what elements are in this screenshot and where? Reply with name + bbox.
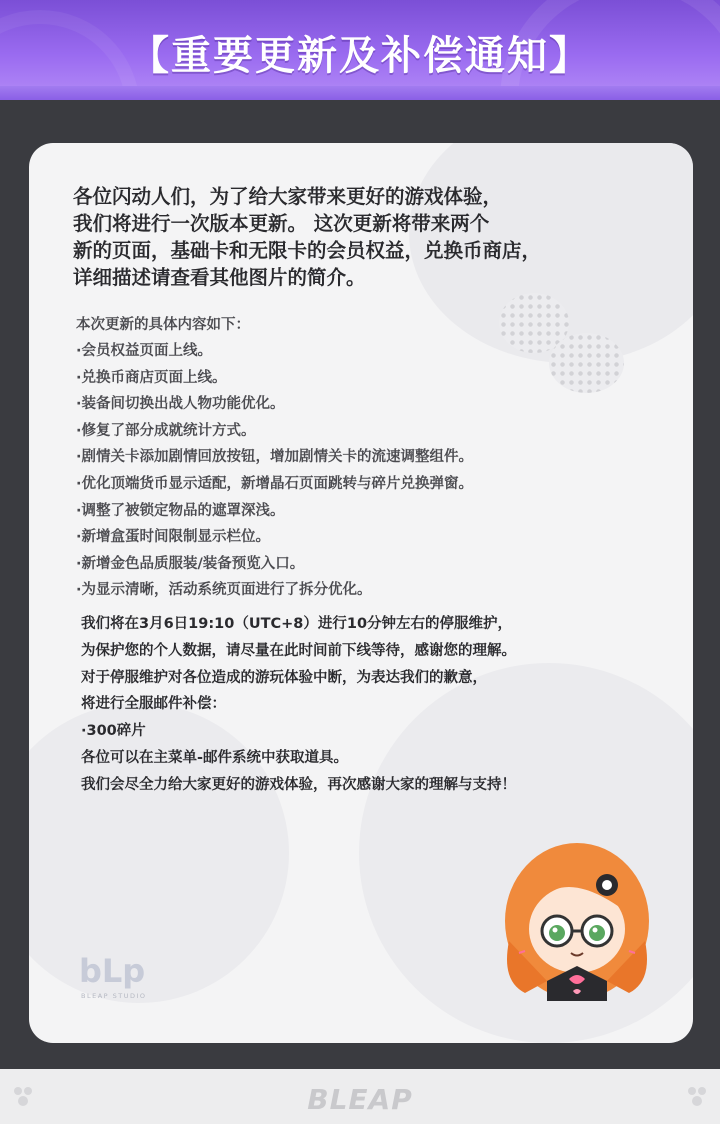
- header-banner: [0, 0, 720, 100]
- list-item: ·装备间切换出战人物功能优化。: [76, 396, 285, 413]
- intro-line: 我们将进行一次版本更新。 这次更新将带来两个: [73, 212, 490, 235]
- list-item: ·修复了部分成就统计方式。: [76, 422, 256, 439]
- notice-line: ·300碎片: [81, 723, 146, 740]
- notice-card: [29, 143, 693, 1043]
- paw-icon: [684, 1083, 710, 1109]
- logo-mark: bLp: [79, 952, 146, 990]
- notice-line: 各位可以在主菜单-邮件系统中获取道具。: [81, 749, 349, 766]
- intro-line: 详细描述请查看其他图片的简介。: [73, 266, 366, 289]
- notice-line: 我们将在3月6日19:10（UTC+8）进行10分钟左右的停服维护，: [81, 616, 513, 632]
- background-art: [549, 333, 624, 393]
- notice-line: 为保护您的个人数据，请尽量在此时间前下线等待，感谢您的理解。: [81, 642, 516, 659]
- footer-brand-logo: BLEAP: [307, 1083, 413, 1116]
- notice-line: 将进行全服邮件补偿：: [81, 696, 226, 713]
- list-item: ·会员权益页面上线。: [76, 343, 213, 359]
- notice-line: 对于停服维护对各位造成的游玩体验中断，为表达我们的歉意，: [81, 669, 487, 686]
- page-title: 【重要更新及补偿通知】: [129, 33, 591, 79]
- list-item: ·新增金色品质服装/装备预览入口。: [76, 555, 305, 572]
- update-list-title: 本次更新的具体内容如下：: [76, 317, 250, 333]
- chibi-character-illustration: [497, 831, 657, 1001]
- list-item: ·剧情关卡添加剧情回放按钮，增加剧情关卡的流速调整组件。: [76, 449, 474, 466]
- notice-line: 我们会尽全力给大家更好的游戏体验，再次感谢大家的理解与支持！: [81, 776, 516, 793]
- list-item: ·新增盒蛋时间限制显示栏位。: [76, 529, 271, 546]
- intro-line: 各位闪动人们，为了给大家带来更好的游戏体验，: [73, 185, 503, 208]
- list-item: ·优化顶端货币显示适配，新增晶石页面跳转与碎片兑换弹窗。: [76, 475, 474, 492]
- list-item: ·兑换币商店页面上线。: [76, 369, 227, 386]
- intro-text: [73, 183, 673, 291]
- list-item: ·调整了被锁定物品的遮罩深浅。: [76, 502, 285, 519]
- maintenance-notice: [81, 611, 671, 799]
- footer-bar: [0, 1069, 720, 1124]
- list-item: ·为显示清晰，活动系统页面进行了拆分优化。: [76, 582, 372, 599]
- header-divider: [0, 86, 720, 100]
- logo-studio-text: BLEAP STUDIO: [81, 992, 147, 1000]
- intro-line: 新的页面，基础卡和无限卡的会员权益，兑换币商店，: [73, 239, 542, 262]
- studio-logo: [77, 948, 167, 1003]
- update-list: [76, 338, 473, 604]
